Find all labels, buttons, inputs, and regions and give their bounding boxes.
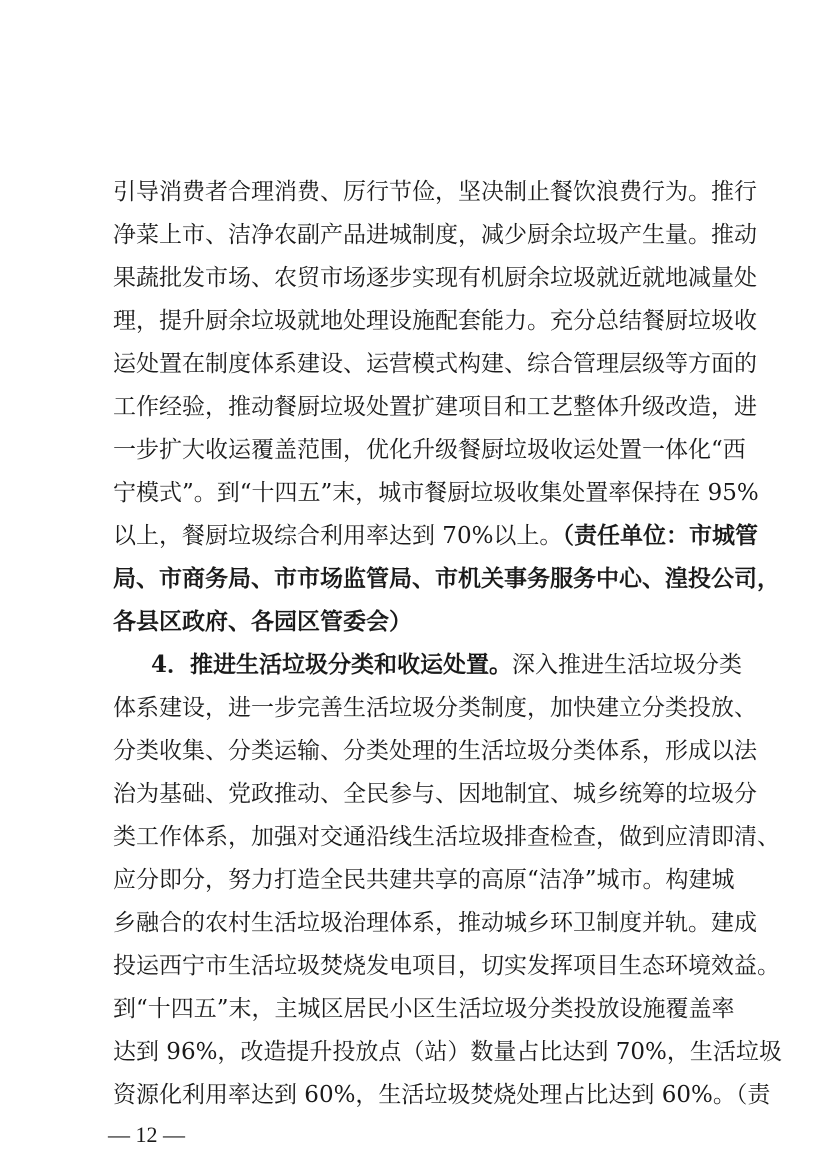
- section-4-heading-rest: 深入推进生活垃圾分类: [512, 652, 743, 678]
- paragraph-2-line-10: 达到 96%，改造提升投放点（站）数量占比达到 70%，生活垃圾: [113, 1039, 782, 1065]
- section-4-heading-line: [151, 645, 743, 685]
- paragraph-1-line-3: 果蔬批发市场、农贸市场逐步实现有机厨余垃圾就近就地减量处: [113, 265, 757, 291]
- paragraph-1-line-2: 净菜上市、洁净农副产品进城制度，减少厨余垃圾产生量。推动: [113, 222, 757, 248]
- paragraph-2-line-11: 资源化利用率达到 60%，生活垃圾焚烧处理占比达到 60%。（责: [113, 1082, 771, 1108]
- paragraph-2-line-8: 投运西宁市生活垃圾焚烧发电项目，切实发挥项目生态环境效益。: [113, 953, 780, 979]
- paragraph-2-line-2: 体系建设，进一步完善生活垃圾分类制度，加快建立分类投放、: [113, 695, 757, 721]
- paragraph-2-line-3: 分类收集、分类运输、分类处理的生活垃圾分类体系，形成以法: [113, 738, 757, 764]
- responsible-units-line-3: 各县区政府、各园区管委会）: [113, 608, 412, 635]
- paragraph-2-line-9: 到“十四五”末，主城区居民小区生活垃圾分类投放设施覆盖率: [113, 996, 735, 1022]
- paragraph-1-line-4: 理，提升厨余垃圾就地处理设施配套能力。充分总结餐厨垃圾收: [113, 308, 757, 334]
- paragraph-1-line-5: 运处置在制度体系建设、运营模式构建、综合管理层级等方面的: [113, 351, 757, 377]
- paragraph-2-line-7: 乡融合的农村生活垃圾治理体系，推动城乡环卫制度并轨。建成: [113, 910, 757, 936]
- paragraph-2-line-5: 类工作体系，加强对交通沿线生活垃圾排查检查，做到应清即清、: [113, 824, 780, 850]
- utilization-rate-text: 以上，餐厨垃圾综合利用率达到 70%以上。: [113, 523, 563, 549]
- paragraph-2-line-6: 应分即分，努力打造全民共建共享的高原“洁净”城市。构建城: [113, 867, 735, 893]
- paragraph-1-line-1: 引导消费者合理消费、厉行节俭，坚决制止餐饮浪费行为。推行: [113, 179, 757, 205]
- paragraph-1-line-9: [113, 516, 758, 556]
- responsible-units-start: （责任单位：市城管: [562, 522, 758, 549]
- paragraph-1-line-6: 工作经验，推动餐厨垃圾处置扩建项目和工艺整体升级改造，进: [113, 394, 757, 420]
- section-4-heading: 4．推进生活垃圾分类和收运处置。: [151, 651, 513, 678]
- paragraph-1-line-8: 宁模式”。到“十四五”末，城市餐厨垃圾收集处置率保持在 95%: [113, 480, 759, 506]
- page-number: — 12 —: [108, 1122, 185, 1147]
- responsible-units-line-2: 局、市商务局、市市场监管局、市机关事务服务中心、湟投公司，: [113, 565, 780, 592]
- paragraph-1-line-7: 一步扩大收运覆盖范围，优化升级餐厨垃圾收运处置一体化“西: [113, 437, 746, 463]
- paragraph-2-line-4: 治为基础、党政推动、全民参与、因地制宜、城乡统筹的垃圾分: [113, 781, 757, 807]
